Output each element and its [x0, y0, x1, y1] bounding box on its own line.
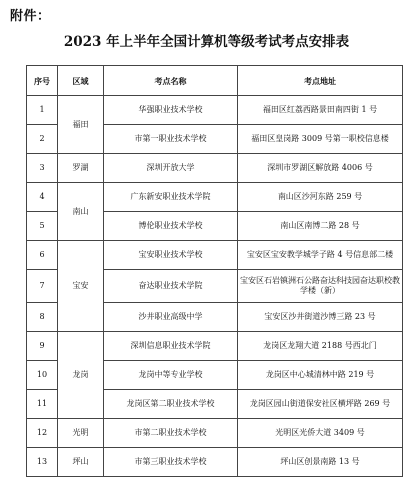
row-number: 8 [27, 303, 58, 332]
site-address: 福田区红荔西路景田南四街 1 号 [238, 96, 403, 125]
site-name: 沙井职业高级中学 [104, 303, 238, 332]
site-name: 龙岗中等专业学校 [104, 361, 238, 390]
site-address: 光明区光侨大道 3409 号 [238, 419, 403, 448]
table-row [27, 96, 403, 125]
row-number: 9 [27, 332, 58, 361]
region-cell: 光明 [58, 419, 104, 448]
site-name: 宝安职业技术学校 [104, 241, 238, 270]
site-name: 博伦职业技术学校 [104, 212, 238, 241]
region-cell: 坪山 [58, 448, 104, 477]
row-number: 13 [27, 448, 58, 477]
attachment-label: 附件： [10, 9, 51, 24]
site-address: 福田区皇岗路 3009 号第一职校信息楼 [238, 125, 403, 154]
site-name: 奋达职业技术学院 [104, 270, 238, 303]
site-address: 南山区南博二路 28 号 [238, 212, 403, 241]
row-number: 3 [27, 154, 58, 183]
site-name: 市第三职业技术学校 [104, 448, 238, 477]
column-header-number: 序号 [27, 66, 58, 96]
site-address: 宝安区石岩镇洲石公路奋达科技园奋达职校教学楼（新） [238, 270, 403, 303]
site-address: 龙岗区中心城清林中路 219 号 [238, 361, 403, 390]
site-address: 龙岗区园山街道保安社区横坪路 269 号 [238, 390, 403, 419]
site-address: 宝安区沙井街道沙博三路 23 号 [238, 303, 403, 332]
site-name: 深圳开放大学 [104, 154, 238, 183]
site-address: 南山区沙河东路 259 号 [238, 183, 403, 212]
row-number: 2 [27, 125, 58, 154]
table-header-row [27, 66, 403, 96]
site-name: 市第一职业技术学校 [104, 125, 238, 154]
table-row [27, 448, 403, 477]
region-cell: 宝安 [58, 241, 104, 332]
row-number: 1 [27, 96, 58, 125]
site-address: 龙岗区龙翔大道 2188 号西北门 [238, 332, 403, 361]
site-name: 市第二职业技术学校 [104, 419, 238, 448]
row-number: 6 [27, 241, 58, 270]
table-row [27, 419, 403, 448]
page-title: 2023 年上半年全国计算机等级考试考点安排表 [63, 34, 350, 50]
exam-site-table [26, 65, 403, 477]
row-number: 11 [27, 390, 58, 419]
site-name: 深圳信息职业技术学院 [104, 332, 238, 361]
site-address: 宝安区宝安教学城学子路 4 号信息部二楼 [238, 241, 403, 270]
table-row [27, 183, 403, 212]
region-cell: 龙岗 [58, 332, 104, 419]
site-address: 坪山区创景南路 13 号 [238, 448, 403, 477]
region-cell: 罗湖 [58, 154, 104, 183]
site-name: 华强职业技术学校 [104, 96, 238, 125]
site-name: 龙岗区第二职业技术学校 [104, 390, 238, 419]
column-header-site-name: 考点名称 [104, 66, 238, 96]
row-number: 12 [27, 419, 58, 448]
column-header-site-address: 考点地址 [238, 66, 403, 96]
row-number: 10 [27, 361, 58, 390]
region-cell: 南山 [58, 183, 104, 241]
site-address: 深圳市罗湖区解放路 4006 号 [238, 154, 403, 183]
site-name: 广东新安职业技术学院 [104, 183, 238, 212]
row-number: 5 [27, 212, 58, 241]
row-number: 7 [27, 270, 58, 303]
table-row [27, 241, 403, 270]
column-header-region: 区域 [58, 66, 104, 96]
table-row [27, 154, 403, 183]
row-number: 4 [27, 183, 58, 212]
region-cell: 福田 [58, 96, 104, 154]
table-row [27, 332, 403, 361]
